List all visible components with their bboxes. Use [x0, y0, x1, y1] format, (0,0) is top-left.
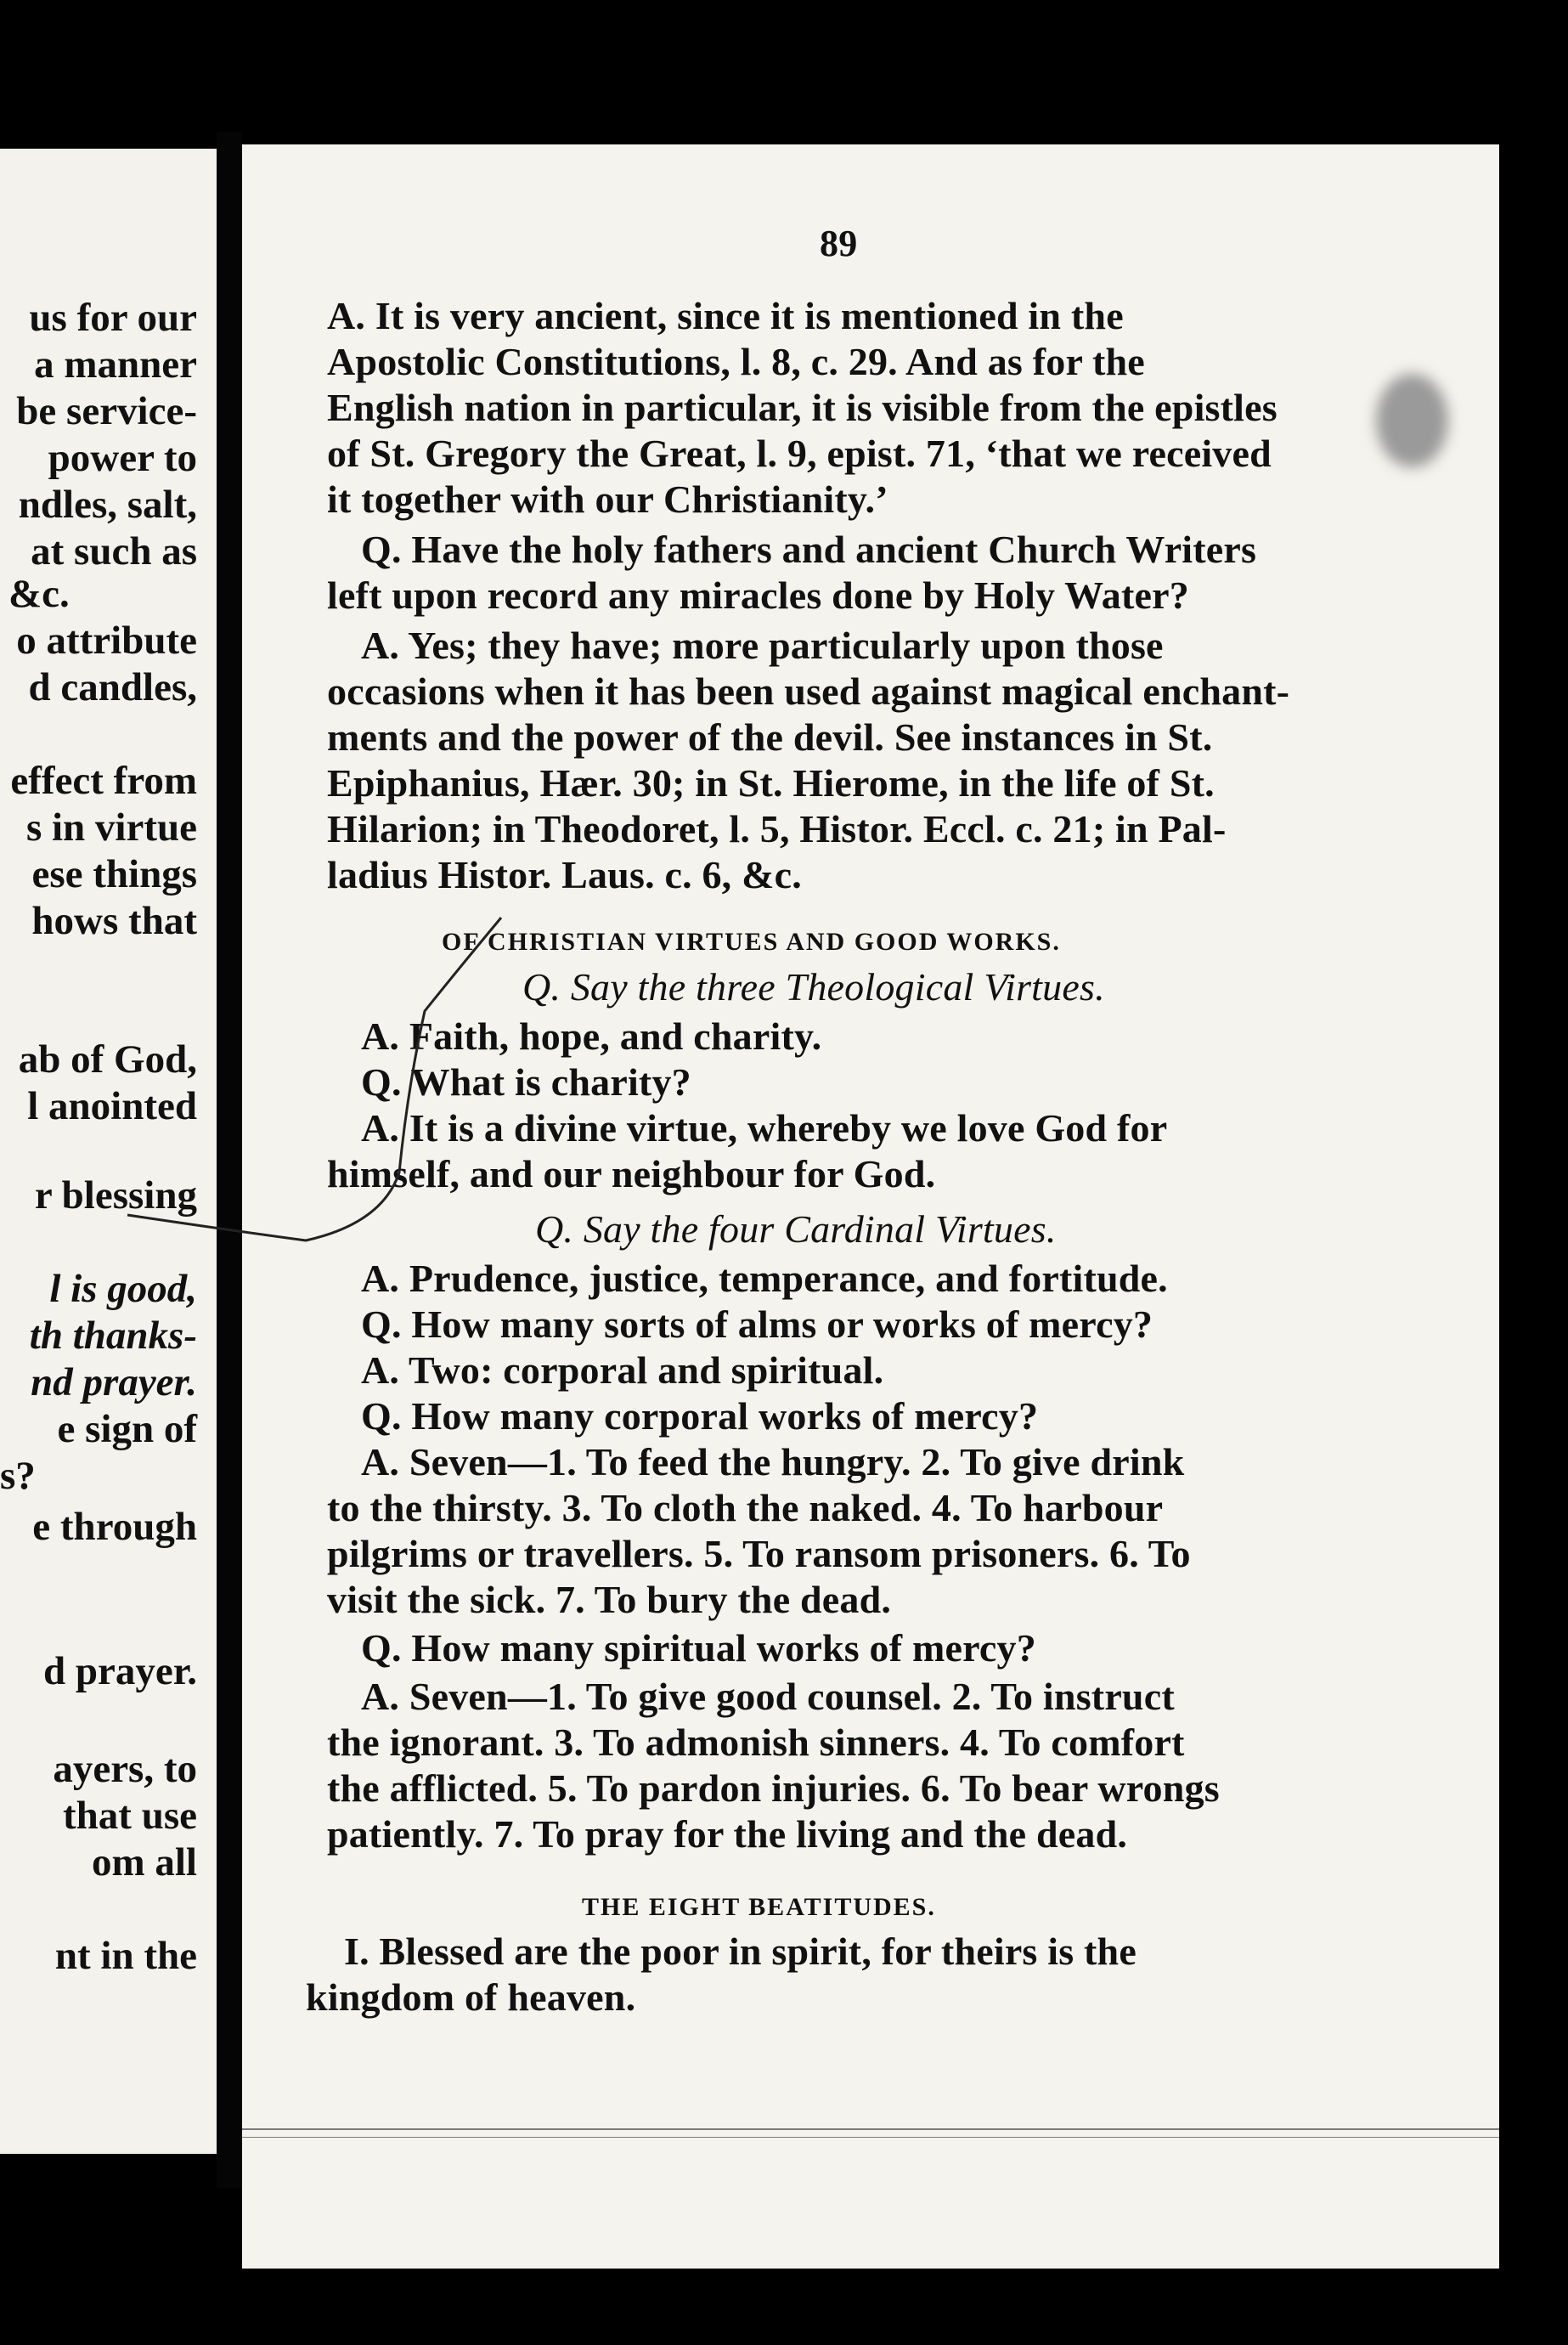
ink-stain [1376, 374, 1448, 467]
bottom-rule [242, 2137, 1499, 2138]
text-line: A. Seven—1. To give good counsel. 2. To instruct [361, 1675, 1175, 1718]
text-line: himself, and our neighbour for God. [327, 1152, 936, 1195]
left-line: om all [91, 1840, 197, 1884]
left-line: ese things [31, 852, 197, 896]
page-number: 89 [820, 223, 858, 264]
left-line: at such as [31, 529, 197, 574]
text-line: Q. Say the four Cardinal Virtues. [535, 1207, 1057, 1251]
text-line: Q. How many spiritual works of mercy? [361, 1626, 1036, 1670]
left-line: ndles, salt, [18, 483, 197, 527]
left-line: nd prayer. [31, 1360, 197, 1404]
left-line: be service- [16, 389, 197, 433]
left-line: a manner [34, 342, 197, 387]
text-line: visit the sick. 7. To bury the dead. [327, 1578, 892, 1621]
text-line: Apostolic Constitutions, l. 8, c. 29. And as for the [327, 340, 1145, 383]
text-line: Q. How many sorts of alms or works of mercy? [361, 1302, 1153, 1346]
text-line: Epiphanius, Hær. 30; in St. Hierome, in the life of St. [327, 761, 1215, 805]
left-line: power to [48, 436, 197, 480]
text-line: Q. How many corporal works of mercy? [361, 1394, 1039, 1438]
text-line: A. Faith, hope, and charity. [361, 1014, 822, 1058]
left-line: e sign of [57, 1407, 197, 1451]
left-line: e through [32, 1505, 197, 1549]
text-line: ladius Histor. Laus. c. 6, &c. [327, 853, 802, 896]
left-line: d prayer. [42, 1649, 197, 1693]
left-line: th thanks- [29, 1314, 197, 1358]
text-line: ments and the power of the devil. See instances in St. [327, 715, 1213, 759]
text-line: A. Yes; they have; more particularly upon those [361, 624, 1164, 667]
left-page-fragment [0, 149, 217, 2154]
left-line: r blessing [34, 1173, 197, 1218]
left-line: o attribute [16, 619, 197, 663]
text-line: A. Prudence, justice, temperance, and fortitude. [361, 1257, 1168, 1300]
text-line: the ignorant. 3. To admonish sinners. 4. To comfort [327, 1721, 1185, 1764]
left-line: effect from [10, 759, 197, 803]
bottom-rule [242, 2128, 1499, 2130]
text-line: Hilarion; in Theodoret, l. 5, Histor. Eccl. c. 21; in Pal- [327, 807, 1227, 850]
left-line: nt in the [54, 1934, 197, 1978]
left-line: s? [0, 1454, 36, 1498]
text-line: Q. Have the holy fathers and ancient Church Writers [361, 528, 1257, 571]
section-heading: THE EIGHT BEATITUDES. [582, 1893, 936, 1921]
left-line: that use [63, 1794, 197, 1838]
text-line: Q. Say the three Theological Virtues. [522, 965, 1105, 1009]
text-line: Q. What is charity? [361, 1060, 691, 1104]
text-line: A. Seven—1. To feed the hungry. 2. To give drink [361, 1440, 1185, 1483]
text-line: I. Blessed are the poor in spirit, for theirs is the [344, 1930, 1137, 1973]
text-line: A. Two: corporal and spiritual. [361, 1348, 884, 1392]
text-line: of St. Gregory the Great, l. 9, epist. 71, ‘that we received [327, 432, 1272, 475]
left-line: hows that [31, 899, 197, 943]
right-page [242, 144, 1499, 2269]
text-line: occasions when it has been used against magical enchant- [327, 670, 1290, 713]
text-line: kingdom of heaven. [306, 1975, 636, 2019]
left-line: &c. [8, 572, 70, 616]
text-line: to the thirsty. 3. To cloth the naked. 4. To harbour [327, 1486, 1164, 1529]
text-line: English nation in particular, it is visible from the epistles [327, 386, 1278, 429]
text-line: the afflicted. 5. To pardon injuries. 6. To bear wrongs [327, 1766, 1220, 1810]
left-line: l is good, [49, 1267, 197, 1311]
left-line: us for our [29, 296, 197, 340]
section-heading: OF CHRISTIAN VIRTUES AND GOOD WORKS. [442, 928, 1061, 956]
text-line: patiently. 7. To pray for the living and the dead. [327, 1812, 1128, 1856]
page-gutter [217, 132, 242, 2188]
text-line: A. It is a divine virtue, whereby we love God for [361, 1106, 1168, 1150]
left-line: ab of God, [18, 1037, 197, 1082]
left-line: s in virtue [25, 805, 197, 850]
left-line: d candles, [28, 665, 197, 709]
left-line: l anointed [27, 1084, 197, 1128]
text-line: it together with our Christianity.’ [327, 477, 888, 521]
text-line: A. It is very ancient, since it is mentioned in the [327, 294, 1124, 337]
left-line: ayers, to [53, 1747, 197, 1791]
text-line: left upon record any miracles done by Holy Water? [327, 574, 1189, 617]
text-line: pilgrims or travellers. 5. To ransom prisoners. 6. To [327, 1532, 1191, 1575]
